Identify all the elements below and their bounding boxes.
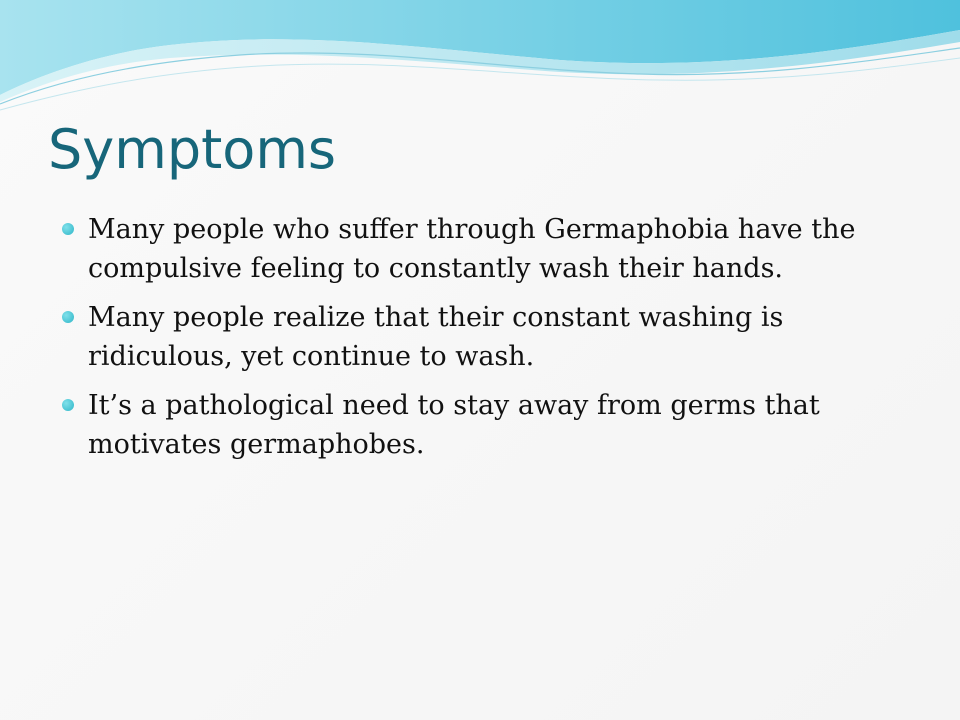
bullet-list <box>60 210 920 474</box>
bullet-item <box>60 298 920 376</box>
bullet-dot-icon <box>62 311 74 323</box>
header-wave-decoration <box>0 0 960 120</box>
bullet-dot-icon <box>62 399 74 411</box>
bullet-item <box>60 210 920 288</box>
slide-title: Symptoms <box>48 118 337 181</box>
bullet-text: Many people who suffer through Germaphobia have the compulsive feeling to constantly wash their hands. <box>88 214 856 284</box>
bullet-text: Many people realize that their constant washing is ridiculous, yet continue to wash. <box>88 302 784 372</box>
bullet-text: It’s a pathological need to stay away from germs that motivates germaphobes. <box>88 390 820 460</box>
bullet-item <box>60 386 920 464</box>
bullet-dot-icon <box>62 223 74 235</box>
